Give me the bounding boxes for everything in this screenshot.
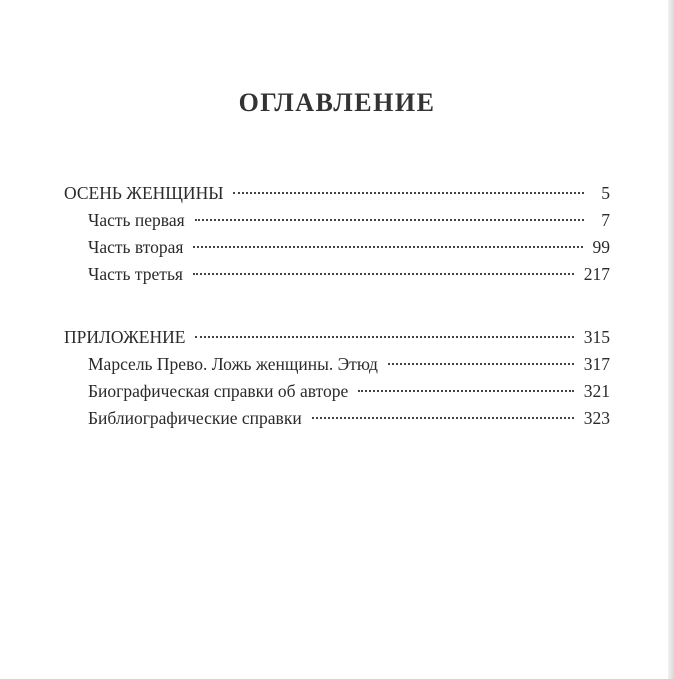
toc-entry[interactable] — [64, 378, 610, 405]
dot-leader — [312, 415, 574, 419]
toc-entry-page: 317 — [583, 354, 610, 374]
toc-section-autumn — [64, 180, 610, 288]
toc-entry-page: 217 — [583, 264, 610, 284]
toc-entry[interactable] — [64, 234, 610, 261]
toc-entry-section[interactable] — [64, 180, 610, 207]
toc-entry-label: Библиографические справки — [88, 408, 302, 428]
toc-entry-page: 7 — [601, 210, 610, 230]
toc-entry-page: 99 — [592, 237, 610, 257]
dot-leader — [195, 334, 573, 338]
toc-entry-label: Биографическая справки об авторе — [88, 381, 349, 401]
dot-leader — [233, 190, 584, 194]
toc-section-appendix — [64, 324, 610, 432]
toc-entry-label: Часть первая — [88, 210, 185, 230]
dot-leader — [195, 217, 584, 221]
toc-entry-page: 323 — [583, 408, 610, 428]
toc-entry-section[interactable] — [64, 324, 610, 351]
dot-leader — [193, 271, 574, 275]
dot-leader — [358, 388, 574, 392]
toc-entry[interactable] — [64, 261, 610, 288]
toc-entry-label: ОСЕНЬ ЖЕНЩИНЫ — [64, 183, 224, 203]
toc-entry[interactable] — [64, 207, 610, 234]
toc-entry-page: 315 — [583, 327, 610, 347]
toc-entry-label: ПРИЛОЖЕНИЕ — [64, 327, 186, 347]
toc-entry-label: Марсель Прево. Ложь женщины. Этюд — [88, 354, 378, 374]
page-title: ОГЛАВЛЕНИЕ — [238, 88, 436, 117]
toc-entry[interactable] — [64, 405, 610, 432]
dot-leader — [193, 244, 582, 248]
toc-entry-page: 5 — [601, 183, 610, 203]
toc-entry-label: Часть третья — [88, 264, 183, 284]
toc-entry-label: Часть вторая — [88, 237, 184, 257]
toc-entry-page: 321 — [583, 381, 610, 401]
dot-leader — [388, 361, 574, 365]
toc-entry[interactable] — [64, 351, 610, 378]
